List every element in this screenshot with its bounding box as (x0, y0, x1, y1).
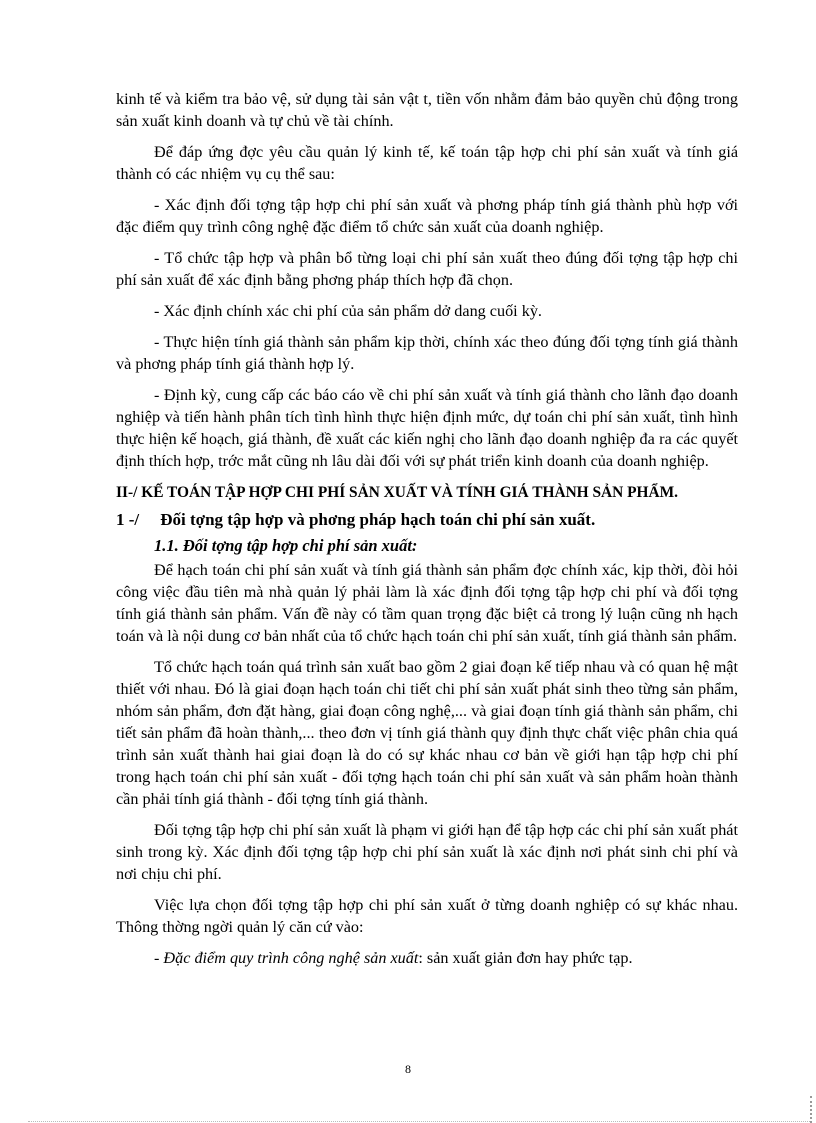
subsection-number: 1 -/ (116, 510, 140, 529)
paragraph-last-line (116, 947, 738, 969)
subsection-heading (116, 508, 738, 532)
paragraph-requirements: Để đáp ứng đợc yêu cầu quản lý kinh tế, kế toán tập hợp chi phí sản xuất và tính giá thành có các nhiệm vụ cụ thể sau: (116, 143, 738, 183)
section-heading: II-/ KẾ TOÁN TẬP HỢP CHI PHÍ SẢN XUẤT VÀ TÍNH GIÁ THÀNH SẢN PHẨM. (116, 484, 678, 501)
document-page (116, 88, 738, 978)
paragraph-intro-continuation: kinh tế và kiểm tra bảo vệ, sử dụng tài sản vật t, tiền vốn nhằm đảm bảo quyền chủ động trong sản xuất kinh doanh và tự chủ về tài chính. (116, 90, 738, 130)
task-item-1: - Xác định đối tợng tập hợp chi phí sản xuất và phơng pháp tính giá thành phù hợp với đặc điểm quy trình công nghệ đặc điểm tổ chức sản xuất của doanh nghiệp. (116, 196, 738, 236)
task-item-4: - Thực hiện tính giá thành sản phẩm kịp thời, chính xác theo đúng đối tợng tính giá thành và phơng pháp tính giá thành hợp lý. (116, 333, 738, 373)
paragraph-body-2: Tổ chức hạch toán quá trình sản xuất bao gồm 2 giai đoạn kế tiếp nhau và có quan hệ mật thiết với nhau. Đó là giai đoạn hạch toán chi tiết chi phí sản xuất phát sinh theo từng sản phẩm, nhóm sản phẩm, đơn đặt hàng, giai đoạn công nghệ,... và giai đoạn tính giá thành sản phẩm, chi tiết sản phẩm đã hoàn thành,... theo đơn vị tính giá thành quy định thực chất việc phân chia quá trình sản xuất thành hai giai đoạn là do có sự khác nhau cơ bản về giới hạn tập hợp chi phí trong hạch toán chi phí sản xuất - đối tợng hạch toán chi phí sản xuất và sản phẩm hoàn thành cần phải tính giá thành - đối tợng tính giá thành. (116, 658, 738, 808)
paragraph-body-1: Để hạch toán chi phí sản xuất và tính giá thành sản phẩm đợc chính xác, kịp thời, đòi hỏi công việc đầu tiên mà nhà quản lý phải làm là xác định đối tợng tập hợp chi phí và đối tợng tính giá thành sản phẩm. Vấn đề này có tầm quan trọng đặc biệt cả trong lý luận cũng nh hạch toán và là nội dung cơ bản nhất của tổ chức hạch toán chi phí sản xuất, tính giá thành sản phẩm. (116, 561, 738, 645)
criterion-label: - Đặc điểm quy trình công nghệ sản xuất (154, 949, 419, 967)
margin-rule-right (808, 1096, 812, 1123)
task-item-3: - Xác định chính xác chi phí của sản phẩm dở dang cuối kỳ. (154, 302, 542, 320)
paragraph-body-4: Việc lựa chọn đối tợng tập hợp chi phí sản xuất ở từng doanh nghiệp có sự khác nhau. Thông thờng ngời quản lý căn cứ vào: (116, 896, 738, 936)
task-item-2: - Tổ chức tập hợp và phân bổ từng loại chi phí sản xuất theo đúng đối tợng tập hợp chi phí sản xuất để xác định bằng phơng pháp thích hợp đã chọn. (116, 249, 738, 289)
subsection-title: Đối tợng tập hợp và phơng pháp hạch toán chi phí sản xuất. (160, 510, 596, 529)
criterion-text: : sản xuất giản đơn hay phức tạp. (418, 949, 633, 967)
margin-rule-bottom (28, 1121, 810, 1122)
subsubsection-heading: 1.1. Đối tợng tập hợp chi phí sản xuất: (154, 536, 418, 555)
task-item-5: - Định kỳ, cung cấp các báo cáo về chi phí sản xuất và tính giá thành cho lãnh đạo doanh nghiệp và tiến hành phân tích tình hình thực hiện định mức, dự toán chi phí sản xuất, tình hình thực hiện kế hoạch, giá thành, đề xuất các kiến nghị cho lãnh đạo doanh nghiệp đa ra các quyết định thích hợp, trớc mắt cũng nh lâu dài đối với sự phát triển kinh doanh của doanh nghiệp. (116, 386, 738, 470)
paragraph-body-3: Đối tợng tập hợp chi phí sản xuất là phạm vi giới hạn để tập hợp các chi phí sản xuất phát sinh trong kỳ. Xác định đối tợng tập hợp chi phí sản xuất là xác định nơi phát sinh chi phí và nơi chịu chi phí. (116, 821, 738, 883)
page-number: 8 (405, 1062, 411, 1076)
